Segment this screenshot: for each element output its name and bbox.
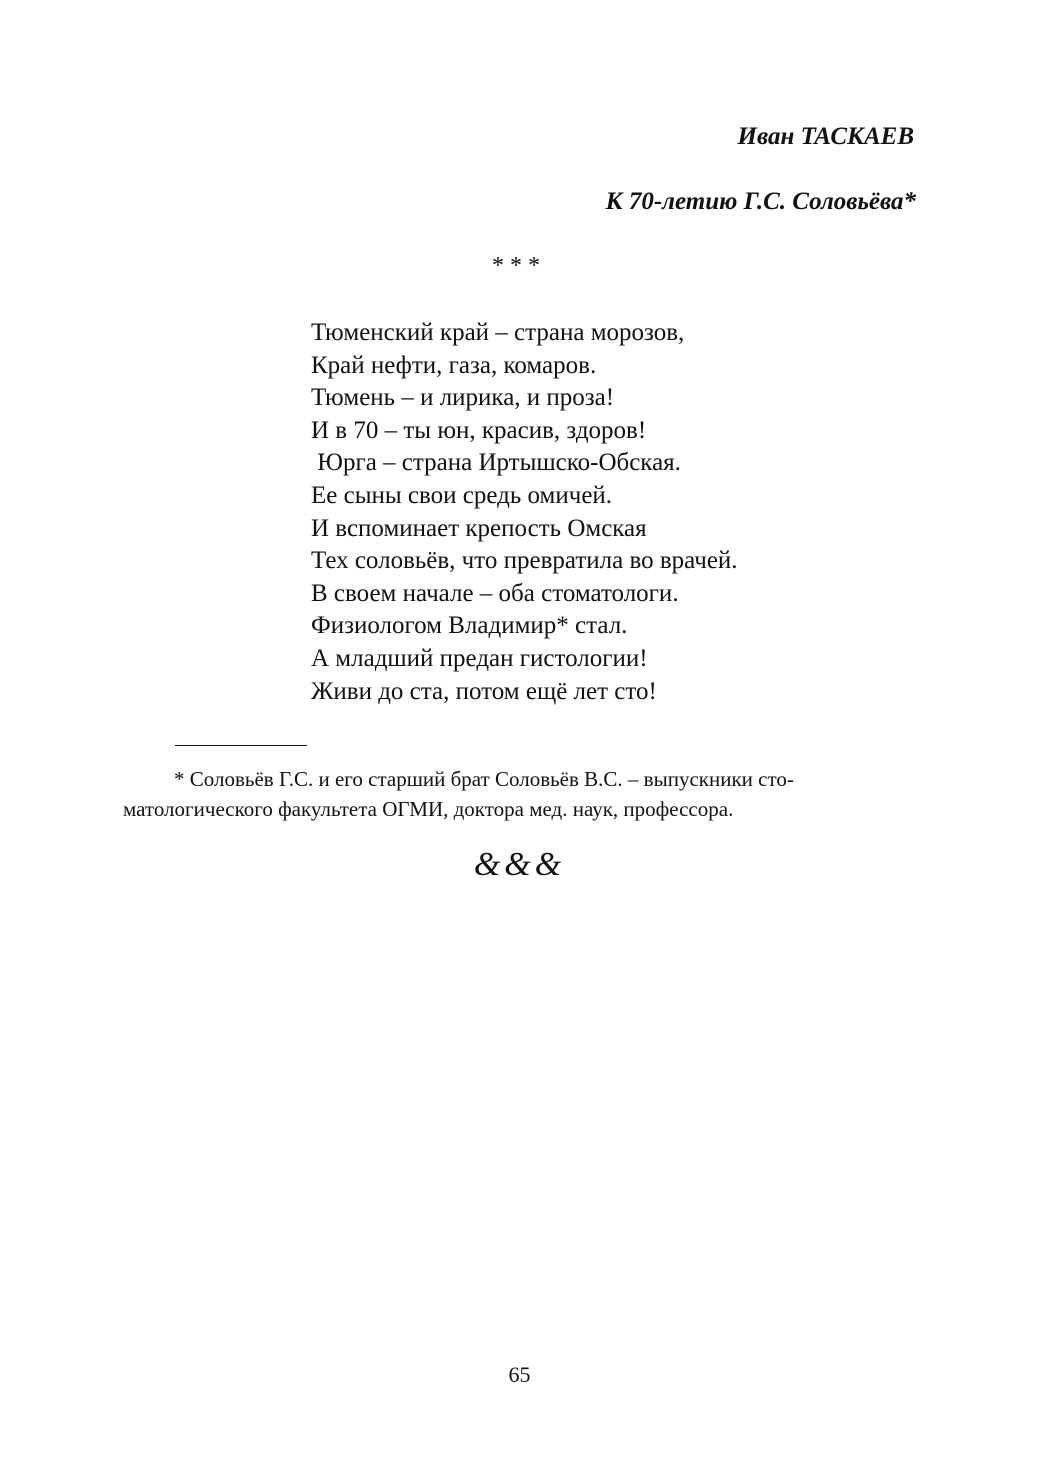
poem-line: Живи до ста, потом ещё лет сто! (311, 677, 657, 705)
poem-body (311, 317, 738, 708)
poem-line: Тюмень – и лирика, и проза! (311, 384, 615, 412)
footnote-text: * Соловьёв Г.С. и его старший брат Соловьёв В.С. – выпускники сто-матологического факультета ОГМИ, доктора мед. наук, профессора. (123, 767, 794, 821)
poem-line: А младший предан гистологии! (311, 644, 648, 672)
poem-line: Ее сыны свои средь омичей. (311, 481, 613, 509)
poem-line: Тюменский край – страна морозов, (311, 319, 685, 346)
poem-line: Тех соловьёв, что превратила во врачей. (311, 547, 738, 575)
poem-line: Край нефти, газа, комаров. (311, 351, 597, 379)
poem-dedication: К 70-летию Г.С. Соловьёва* (605, 188, 916, 215)
stanza-separator: * * * (492, 253, 540, 279)
poem-line: И в 70 – ты юн, красив, здоров! (311, 416, 647, 444)
page-number: 65 (508, 1362, 531, 1387)
ornament-ampersands: &&& (473, 846, 566, 883)
poem-line: И вспоминает крепость Омская (311, 514, 647, 542)
footnote-divider (175, 745, 307, 746)
poem-line: В своем начале – оба стоматологи. (311, 579, 679, 607)
author-name: Иван ТАСКАЕВ (737, 123, 914, 150)
poem-line: Юрга – страна Иртышско-Обская. (311, 449, 681, 477)
poem-line: Физиологом Владимир* стал. (311, 612, 628, 640)
